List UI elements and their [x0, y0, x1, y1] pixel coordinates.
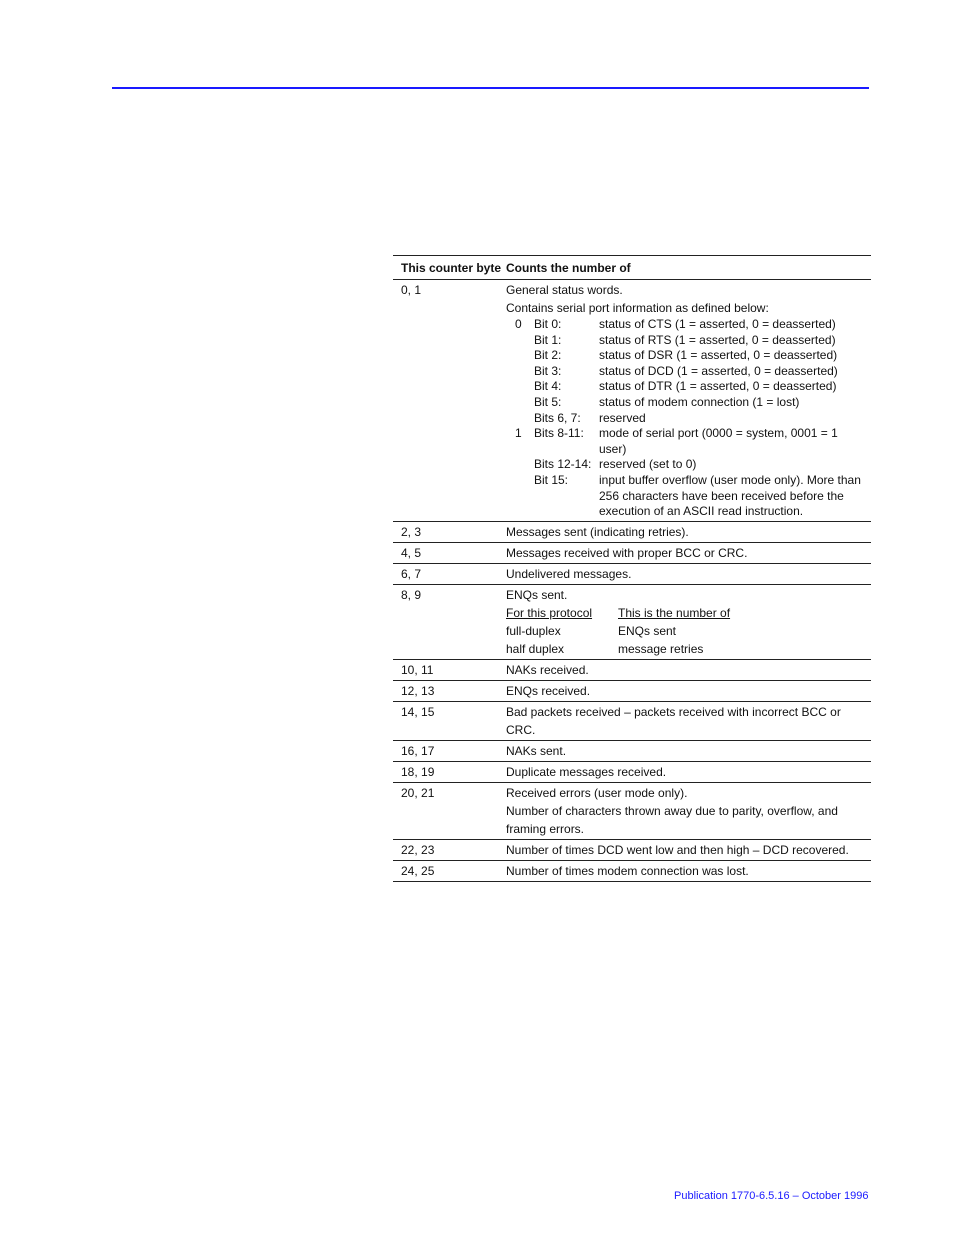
- counter-byte: 24, 25: [401, 863, 435, 878]
- counter-byte: 22, 23: [401, 842, 435, 857]
- bit-desc: status of DSR (1 = asserted, 0 = deasserted): [599, 348, 838, 363]
- table-row: [393, 681, 871, 702]
- counter-table: [393, 255, 871, 882]
- counter-description: Bad packets received – packets received with incorrect BCC or CRC.: [506, 704, 841, 737]
- table-row: [393, 783, 871, 840]
- table-row: [393, 522, 871, 543]
- bit-row: [506, 348, 865, 364]
- bit-desc: status of DCD (1 = asserted, 0 = deasserted): [599, 363, 838, 378]
- header-counter-byte: This counter byte: [401, 260, 502, 275]
- counter-byte: 14, 15: [401, 704, 435, 719]
- counter-description: Messages received with proper BCC or CRC.: [506, 545, 748, 560]
- bit-word: [506, 348, 534, 364]
- table-row: [393, 840, 871, 861]
- bit-row: [506, 395, 865, 411]
- table-row: [393, 280, 871, 522]
- bit-word: [506, 364, 534, 380]
- counter-byte: 10, 11: [401, 662, 434, 677]
- table-row: [393, 585, 871, 660]
- counter-description: Number of times modem connection was lost.: [506, 863, 749, 878]
- bit-label: Bit 0:: [534, 317, 562, 331]
- bit-list: [506, 317, 865, 520]
- table-row: [393, 660, 871, 681]
- bit-word: [506, 473, 534, 520]
- counter-byte: 12, 13: [401, 683, 435, 698]
- bit-desc: input buffer overflow (user mode only). More than 256 characters have been received before the execution of an ASCII read instruction.: [599, 472, 861, 519]
- description-line: Received errors (user mode only).: [506, 785, 688, 800]
- protocol-row: [506, 622, 865, 640]
- counter-description: NAKs received.: [506, 662, 589, 677]
- protocol-name: full-duplex: [506, 623, 561, 638]
- bit-label: Bit 3:: [534, 363, 562, 378]
- bit-word: [506, 333, 534, 349]
- counter-description: ENQs received.: [506, 683, 591, 698]
- bit-word: [506, 411, 534, 427]
- bit-desc: status of DTR (1 = asserted, 0 = deasserted): [599, 379, 837, 394]
- bit-word: [506, 395, 534, 411]
- counter-description: [506, 784, 871, 838]
- bit-label: Bits 12-14:: [534, 457, 592, 472]
- table-row: [393, 702, 871, 741]
- counter-description: Undelivered messages.: [506, 566, 632, 581]
- bit-word: [506, 379, 534, 395]
- counter-byte: 18, 19: [401, 764, 435, 779]
- protocol-header-a: For this protocol: [506, 605, 593, 620]
- bit-label: Bit 15:: [534, 472, 569, 487]
- protocol-name: half duplex: [506, 641, 565, 656]
- top-rule: [112, 87, 869, 89]
- table-row: [393, 543, 871, 564]
- counter-description: NAKs sent.: [506, 743, 567, 758]
- counter-byte: 6, 7: [401, 566, 422, 581]
- counter-byte: 8, 9: [401, 587, 422, 602]
- bit-word: 1: [515, 426, 522, 441]
- description-line: Number of characters thrown away due to parity, overflow, and framing errors.: [506, 803, 838, 836]
- bit-row: [506, 457, 865, 473]
- bit-row: [506, 411, 865, 427]
- bit-desc: status of modem connection (1 = lost): [599, 394, 800, 409]
- table-row: [393, 564, 871, 585]
- description-line: Contains serial port information as defined below:: [506, 301, 769, 315]
- bit-row: [506, 364, 865, 380]
- bit-label: Bit 1:: [534, 332, 562, 347]
- counter-byte: 16, 17: [401, 743, 435, 758]
- publication-footer: Publication 1770-6.5.16 – October 1996: [674, 1190, 869, 1202]
- bit-row: [506, 473, 865, 520]
- bit-row: [506, 333, 865, 349]
- bit-desc: reserved: [599, 410, 646, 425]
- bit-row: [506, 317, 865, 333]
- protocol-row: [506, 640, 865, 658]
- table-row: [393, 741, 871, 762]
- counter-description: Duplicate messages received.: [506, 764, 667, 779]
- counter-byte: 0, 1: [401, 283, 422, 297]
- description-line: General status words.: [506, 283, 623, 297]
- description-line: ENQs sent.: [506, 587, 568, 602]
- bit-label: Bit 4:: [534, 379, 562, 394]
- bit-word: [506, 457, 534, 473]
- table-row: [393, 861, 871, 882]
- counter-byte: 20, 21: [401, 785, 435, 800]
- counter-description: Number of times DCD went low and then high – DCD recovered.: [506, 842, 849, 857]
- protocol-header: [506, 604, 865, 622]
- counter-description: [506, 281, 871, 520]
- bit-label: Bits 8-11:: [534, 426, 584, 441]
- bit-label: Bit 2:: [534, 348, 562, 363]
- header-counts: Counts the number of: [506, 260, 631, 275]
- bit-word: 0: [515, 317, 522, 331]
- bit-row: [506, 426, 865, 457]
- protocol-value: message retries: [618, 641, 704, 656]
- bit-desc: reserved (set to 0): [599, 457, 697, 472]
- protocol-value: ENQs sent: [618, 623, 677, 638]
- bit-label: Bit 5:: [534, 394, 562, 409]
- counter-description: Messages sent (indicating retries).: [506, 524, 689, 539]
- protocol-header-b: This is the number of: [618, 605, 731, 620]
- table-row: [393, 762, 871, 783]
- bit-desc: status of RTS (1 = asserted, 0 = deasserted): [599, 332, 836, 347]
- counter-byte: 2, 3: [401, 524, 422, 539]
- bit-label: Bits 6, 7:: [534, 410, 581, 425]
- bit-desc: status of CTS (1 = asserted, 0 = deasserted): [599, 317, 836, 331]
- bit-desc: mode of serial port (0000 = system, 0001 = 1 user): [599, 426, 838, 456]
- counter-description: [506, 586, 871, 658]
- table-header: [393, 255, 871, 280]
- counter-byte: 4, 5: [401, 545, 422, 560]
- bit-row: [506, 379, 865, 395]
